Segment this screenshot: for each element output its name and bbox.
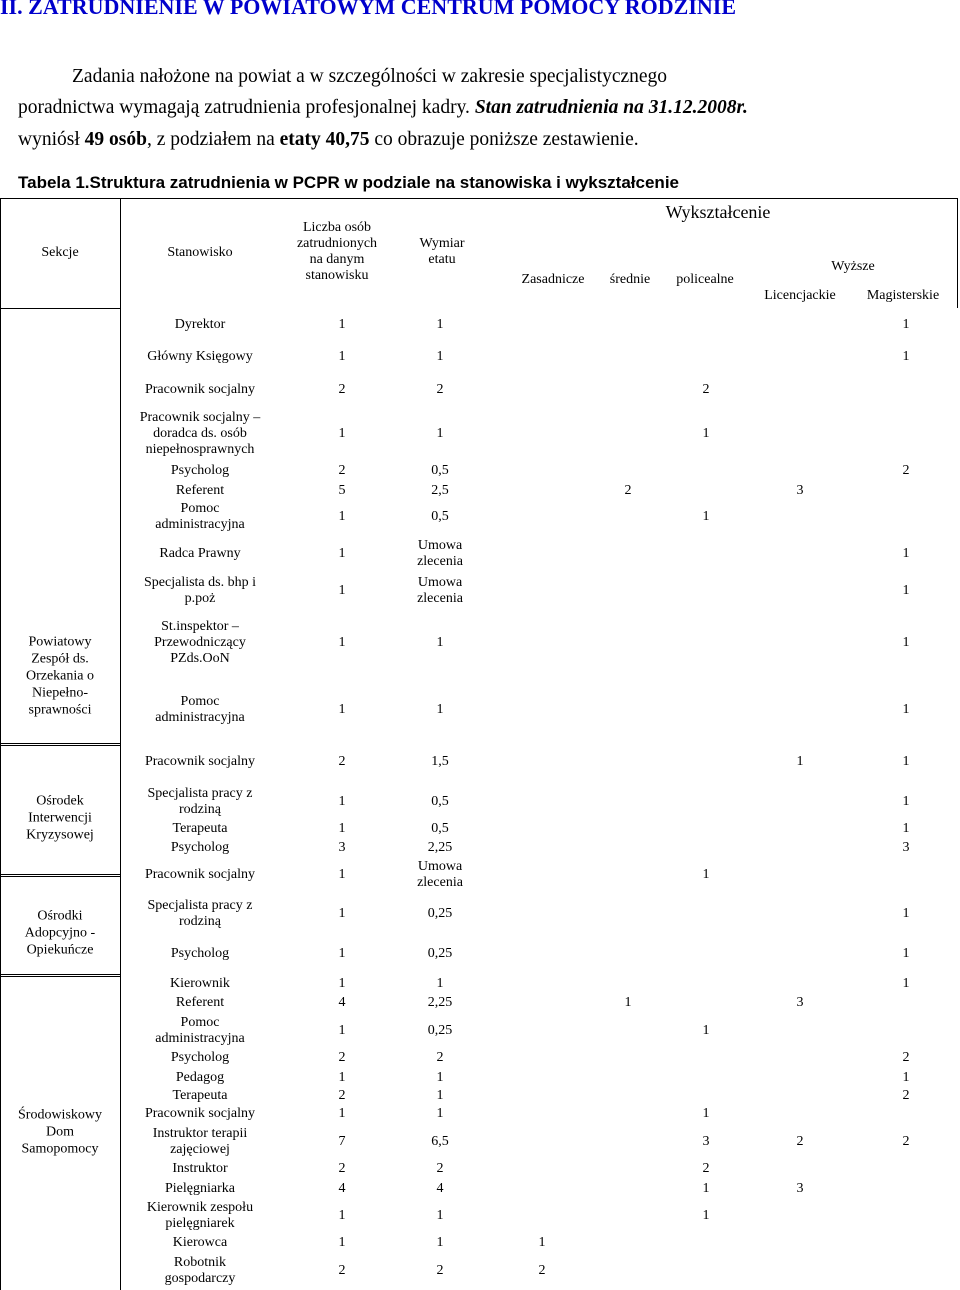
value-w: 2,25 [427,840,453,855]
section-label-line: Ośrodek [36,793,84,809]
position-name [175,317,226,333]
table-caption: Tabela 1.Struktura zatrudnienia w PCPR w podziale na stanowiska i wykształcenie [18,173,679,192]
col-header-liczba [297,220,377,284]
value-w: 0,25 [427,946,453,961]
section-label-line: Interwencji [28,810,92,826]
position-name [145,754,255,770]
position-name-line: Dyrektor [174,317,226,332]
value-w: 6,5 [431,1134,449,1149]
value-n: 1 [338,509,346,524]
position-name-line: St.inspektor – [161,619,239,634]
value-n: 2 [338,1050,346,1065]
table-border [0,745,120,746]
col-header-wyksztalcenie: Wykształcenie [665,202,771,222]
section-label [26,793,94,844]
value-w: 1 [436,1235,444,1250]
value-mag: 2 [902,1134,910,1149]
position-name-line: Pracownik socjalny – [139,410,261,425]
position-name-line: doradca ds. osób [153,426,247,441]
value-pol: 1 [702,509,710,524]
position-name-line: Psycholog [170,946,230,961]
position-name-line: Psycholog [170,1050,230,1065]
col-header-wymiar [419,236,464,268]
value-w: 2 [436,382,444,397]
position-name [176,483,224,499]
section-label [25,908,95,959]
position-name-line: Pracownik socjalny [144,1106,256,1121]
value-n: 1 [338,976,346,991]
value-n: 2 [338,463,346,478]
position-name-line: pielęgniarek [165,1216,235,1231]
value-lic: 3 [796,1181,804,1196]
position-name-line: p.poż [184,591,216,606]
value-n: 1 [338,1235,346,1250]
col-header-srednie: średnie [609,272,651,287]
col-header-policealne: policealne [676,272,734,287]
value-w: 1 [436,426,444,441]
position-name-line: PZds.OoN [170,651,230,666]
value-n: 2 [338,1263,346,1278]
value-n: 2 [338,382,346,397]
section-label-line: Środowiskowy [17,1107,103,1123]
value-w: 2 [436,1263,444,1278]
table-border [957,198,958,308]
table-border [0,198,1,1290]
position-name-line: Instruktor [172,1161,228,1176]
page-heading: II. ZATRUDNIENIE W POWIATOWYM CENTRUM POMOCY RODZINIE [0,0,737,19]
value-lic: 2 [796,1134,804,1149]
position-name-line: Pracownik socjalny [144,754,256,769]
value-w: 1 [436,349,444,364]
position-name [153,1126,247,1158]
table-border [0,876,120,877]
position-name [145,1106,255,1122]
position-name [159,546,240,562]
section-label-line: sprawności [28,702,92,718]
value-mag: 1 [902,821,910,836]
section-label-line: Kryzysowej [26,827,94,843]
value-n: 1 [338,317,346,332]
position-name-line: Referent [175,995,225,1010]
section-label-line: Powiatowy [28,634,92,650]
position-name-line: Kierowca [172,1235,228,1250]
position-name [173,1088,228,1104]
value-mag: 1 [902,583,910,598]
col-header-liczba-line: na danym [309,252,365,267]
value-n: 4 [338,995,346,1010]
value-mag: 1 [902,349,910,364]
value-n: 1 [338,1070,346,1085]
value-mag: 1 [902,635,910,650]
position-name-line: Pracownik socjalny [144,867,256,882]
value-sr: 1 [624,995,632,1010]
position-name [176,1070,224,1086]
position-name [145,867,255,883]
section-label [18,1107,102,1158]
value-mag: 2 [902,1088,910,1103]
position-name-line: rodziną [179,802,221,817]
value-n: 1 [338,349,346,364]
position-name [155,694,244,726]
value-mag: 1 [902,794,910,809]
position-name-line: administracyjna [155,517,245,532]
position-name [165,1181,235,1197]
value-mag: 1 [902,754,910,769]
position-name-line: zajęciowej [170,1142,230,1157]
position-name-line: Radca Prawny [159,546,241,561]
col-header-magisterskie: Magisterskie [866,288,940,303]
position-name [172,1161,227,1177]
position-name-line: Kierownik [170,976,230,991]
col-header-wyzsze: Wyższe [831,259,875,274]
value-n: 1 [338,946,346,961]
intro-emphasis: etaty 40,75 [279,129,370,150]
position-name-line: Główny Księgowy [147,349,253,364]
position-name [173,1235,227,1251]
section-label-line: Adopcyjno - [24,925,96,941]
position-name-line: administracyjna [155,1031,245,1046]
value-w: 1 [436,1070,444,1085]
intro-emphasis: 49 osób [84,129,147,150]
value-n: 1 [338,821,346,836]
position-name-line: Terapeuta [172,1088,228,1103]
value-n: 1 [338,583,346,598]
intro-text: , z podziałem na [146,129,280,150]
value-n: 5 [338,483,346,498]
value-mag: 1 [902,1070,910,1085]
position-name-line: Kierownik zespołu [146,1200,254,1215]
value-mag: 2 [902,463,910,478]
position-name-line: rodziną [179,914,221,929]
position-name-line: Pomoc [180,1015,220,1030]
value-n: 2 [338,1161,346,1176]
value-pol: 1 [702,867,710,882]
value-pol: 1 [702,1023,710,1038]
section-label-line: Ośrodki [37,908,83,924]
position-name-line: Pedagog [175,1070,225,1085]
position-name-line: Terapeuta [172,821,228,836]
position-name [155,1015,244,1047]
value-n: 1 [338,1023,346,1038]
col-header-liczba-line: stanowisku [305,268,369,283]
value-w: 1 [436,635,444,650]
position-name-line: Pracownik socjalny [144,382,256,397]
col-header-wymiar-line: Wymiar [419,236,465,251]
position-name-line: Robotnik [173,1255,227,1270]
position-name-line: Pielęgniarka [165,1181,235,1196]
position-name-line: administracyjna [155,710,245,725]
position-name [154,619,246,667]
value-sr: 2 [624,483,632,498]
value-n: 3 [338,840,346,855]
position-name [171,463,229,479]
value-pol: 1 [702,1106,710,1121]
position-name-line: Pomoc [180,694,220,709]
position-name [144,575,256,607]
value-w: 2 [436,1161,444,1176]
section-label-line: Niepełno- [32,685,88,701]
col-header-wymiar-line: etatu [428,252,456,267]
value-mag: 1 [902,976,910,991]
value-w: 0,5 [431,821,449,836]
value-w: 0,5 [431,509,449,524]
table-border [0,198,957,199]
section-label-line: Dom [45,1124,74,1140]
value-pol: 1 [702,1208,710,1223]
value-mag: 1 [902,317,910,332]
value-w: 0,25 [427,906,453,921]
section-label-line: Zespół ds. [31,651,89,667]
value-n: 1 [338,1106,346,1121]
position-name [176,995,224,1011]
value-pol: 1 [702,426,710,441]
value-w: 2,5 [431,483,449,498]
value-w: Umowa zlecenia [417,859,463,890]
section-label [26,634,94,719]
intro-text: poradnictwa wymagają zatrudnienia profesjonalnej kadry. [18,97,475,118]
value-n: 1 [338,1208,346,1223]
value-w: 2 [436,1050,444,1065]
position-name-line: Psycholog [170,840,230,855]
position-name-line: Pomoc [180,501,220,516]
section-label-line: Opiekuńcze [26,942,94,958]
value-pol: 1 [702,1181,710,1196]
value-lic: 3 [796,483,804,498]
intro-line-1: Zadania nałożone na powiat a w szczególności w zakresie specjalistycznego [72,66,668,87]
value-n: 7 [338,1134,346,1149]
value-n: 1 [338,867,346,882]
value-w: 1 [436,1088,444,1103]
position-name [165,1255,236,1287]
position-name [171,1050,229,1066]
section-label-line: Samopomocy [21,1141,99,1157]
position-name-line: Specjalista ds. bhp i [144,575,256,590]
value-w: 1 [436,702,444,717]
position-name-line: Psycholog [170,463,230,478]
position-name [147,349,252,365]
value-w: 1,5 [431,754,449,769]
position-name-line: Referent [175,483,225,498]
position-name [171,946,229,962]
position-name [155,501,244,533]
value-mag: 1 [902,946,910,961]
col-header-licencjackie: Licencjackie [764,288,836,303]
value-w: 2,25 [427,995,453,1010]
value-w: 0,5 [431,463,449,478]
position-name-line: Instruktor terapii [152,1126,248,1141]
col-header-stanowisko: Stanowisko [167,245,233,260]
value-zas: 1 [538,1235,546,1250]
value-n: 2 [338,1088,346,1103]
table-border [0,308,120,309]
table-border [0,743,120,744]
value-lic: 1 [796,754,804,769]
intro-text: co obrazuje poniższe zestawienie. [369,129,639,150]
value-w: 0,5 [431,794,449,809]
table-border [0,874,120,875]
value-lic: 3 [796,995,804,1010]
col-header-liczba-line: Liczba osób [302,220,372,235]
position-name [173,821,228,837]
value-n: 1 [338,906,346,921]
position-name-line: Specjalista pracy z [147,898,253,913]
position-name [148,898,253,930]
position-name [171,840,229,856]
position-name-line: gospodarczy [164,1271,236,1286]
value-mag: 3 [902,840,910,855]
value-mag: 1 [902,906,910,921]
position-name [145,382,255,398]
position-name-line: Przewodniczący [154,635,246,650]
intro-emphasis: Stan zatrudnienia na 31.12.2008r. [474,97,748,118]
value-mag: 1 [902,702,910,717]
position-name-line: Specjalista pracy z [147,786,253,801]
col-header-zasadnicze: Zasadnicze [521,272,585,287]
value-pol: 3 [702,1134,710,1149]
col-header-liczba-line: zatrudnionych [296,236,378,251]
value-n: 1 [338,546,346,561]
value-w: 1 [436,1208,444,1223]
value-n: 1 [338,635,346,650]
value-mag: 2 [902,1050,910,1065]
section-label-line: Orzekania o [25,668,95,684]
table-border [0,974,120,975]
value-w: Umowa zlecenia [417,538,463,569]
value-n: 1 [338,702,346,717]
value-w: Umowa zlecenia [417,575,463,606]
value-n: 2 [338,754,346,769]
position-name [170,976,230,992]
value-pol: 2 [702,1161,710,1176]
value-mag: 1 [902,546,910,561]
table-border [0,976,120,977]
value-n: 4 [338,1181,346,1196]
position-name [148,786,253,818]
value-n: 1 [338,426,346,441]
value-w: 4 [436,1181,444,1196]
position-name-line: niepełnosprawnych [145,442,255,457]
value-w: 1 [436,976,444,991]
value-zas: 2 [538,1263,546,1278]
position-name [147,1200,253,1232]
table-border [120,198,121,1290]
value-w: 1 [436,1106,444,1121]
value-w: 0,25 [427,1023,453,1038]
intro-text: wyniósł [18,129,85,150]
value-w: 1 [436,317,444,332]
col-header-sekcje: Sekcje [41,245,79,260]
position-name [140,410,261,458]
value-n: 1 [338,794,346,809]
value-pol: 2 [702,382,710,397]
